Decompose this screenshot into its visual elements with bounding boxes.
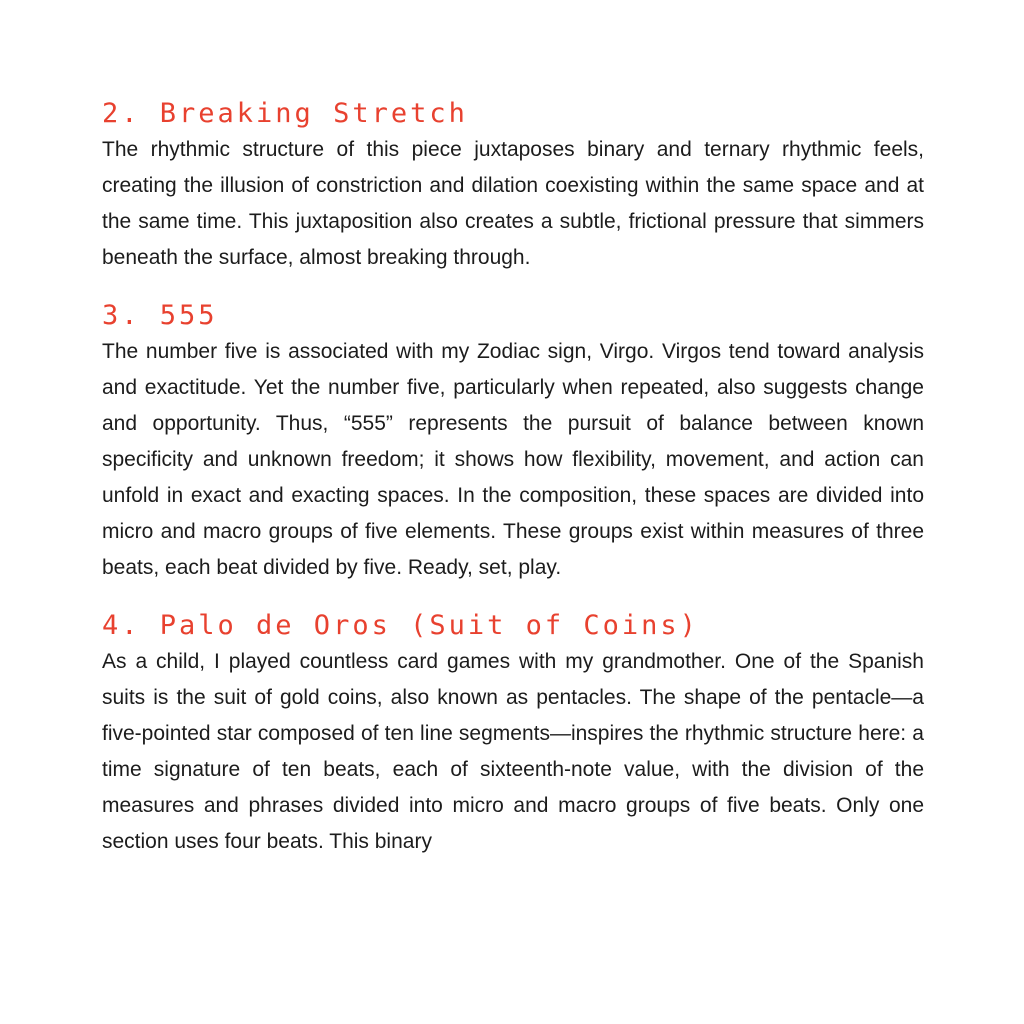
section-body: As a child, I played countless card games with my grandmother. One of the Spanish suits is the suit of gold coins, also known as pentacles. The shape of the pentacle—a five-pointed star composed of ten line segments—inspires the rhythmic structure here: a time signature of ten beats, each of sixteenth-note value, with the division of the measures and phrases divided into micro and macro groups of five beats. Only one section uses four beats. This binary bbox=[102, 650, 924, 853]
section-body: The number five is associated with my Zodiac sign, Virgo. Virgos tend toward analysis and exactitude. Yet the number five, particularly when repeated, also suggests change and opportunity. Thus, “555” represents the pursuit of balance between known specificity and unknown freedom; it shows how flexibility, movement, and action can unfold in exact and exacting spaces. In the composition, these spaces are divided into micro and macro groups of five elements. These groups exist within measures of three beats, each beat divided by five. Ready, set, play. bbox=[102, 340, 924, 579]
section-heading: 2. Breaking Stretch bbox=[102, 98, 468, 129]
section-heading: 3. 555 bbox=[102, 300, 218, 331]
section-555 bbox=[102, 298, 924, 586]
section-breaking-stretch bbox=[102, 96, 924, 276]
document-page bbox=[102, 96, 924, 882]
section-body: The rhythmic structure of this piece juxtaposes binary and ternary rhythmic feels, creating the illusion of constriction and dilation coexisting within the same space and at the same time. This juxtaposition also creates a subtle, frictional pressure that simmers beneath the surface, almost breaking through. bbox=[102, 138, 924, 269]
section-palo-de-oros bbox=[102, 608, 924, 860]
section-heading: 4. Palo de Oros (Suit of Coins) bbox=[102, 610, 699, 641]
